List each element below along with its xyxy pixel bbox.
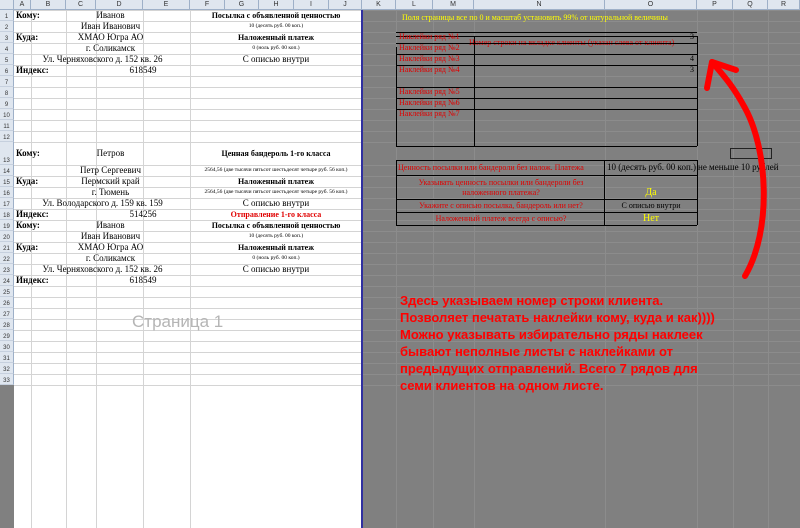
street: Ул. Черняховского д. 152 кв. 26 [42, 264, 163, 274]
city: г. Тюмень [91, 187, 130, 197]
column-header-n[interactable]: N [474, 0, 605, 10]
value-hint: не меньше 10 рублей [698, 162, 779, 172]
region: Пермский край [81, 176, 140, 186]
row-number: 17 [3, 202, 10, 208]
cod-label: Наложенный платеж [237, 33, 315, 42]
column-header-q[interactable]: Q [733, 0, 768, 10]
city: г. Соликамск [85, 253, 136, 263]
cod-words: 0 (ноль руб. 00 коп.) [252, 45, 300, 51]
column-header-c[interactable]: C [66, 0, 96, 10]
row-label-2: Наклейки ряд №2 [399, 43, 460, 52]
column-header-j[interactable]: J [329, 0, 362, 10]
where-label: Куда: [16, 176, 39, 186]
cod-answer[interactable]: Нет [642, 213, 660, 224]
row-label-1: Наклейки ряд №1 [399, 32, 460, 41]
cod-question: Наложенный платеж всегда с описью? [435, 214, 567, 223]
value-words: 2564,56 (две тысячи пятьсот шестьдесят четыре руб. 56 коп.) [204, 167, 348, 173]
row-number: 28 [3, 323, 10, 329]
row-number: 21 [3, 246, 10, 252]
street: Ул. Черняховского д. 152 кв. 26 [42, 54, 163, 64]
row-number: 33 [3, 378, 10, 384]
cod-label: Наложенный платеж [237, 243, 315, 252]
inventory: С описью внутри [242, 54, 310, 64]
column-header-a[interactable]: A [14, 0, 31, 10]
to-value: Петров [96, 148, 125, 158]
row-number: 29 [3, 334, 10, 340]
value-words: 10 (десять руб. 00 коп.) [248, 233, 304, 239]
row-number: 27 [3, 312, 10, 318]
where-label: Куда: [16, 32, 39, 42]
street: Ул. Володарского д. 159 кв. 159 [42, 198, 163, 208]
index-label: Индекс: [16, 209, 49, 219]
row-number: 9 [4, 102, 9, 108]
index-value: 514256 [129, 209, 157, 219]
show-value-answer[interactable]: Да [645, 187, 657, 198]
row-number: 19 [3, 224, 10, 230]
column-header-r[interactable]: R [768, 0, 800, 10]
parcel-type: Посылка с объявленной ценностью [211, 221, 341, 230]
row-number: 10 [3, 113, 10, 119]
row-number: 23 [3, 268, 10, 274]
column-header-p[interactable]: P [697, 0, 733, 10]
row-number: 18 [3, 213, 10, 219]
region: ХМАО Югра АО [77, 242, 144, 252]
row-label-6: Наклейки ряд №6 [399, 98, 460, 107]
row-number: 25 [3, 290, 10, 296]
inventory-answer[interactable]: С описью внутри [621, 201, 681, 210]
column-header-g[interactable]: G [225, 0, 259, 10]
value-label: Ценность посылки или бандероли без налож. Платежа [398, 163, 584, 172]
row-label-7: Наклейки ряд №7 [399, 109, 460, 118]
to-value: Иванов [96, 220, 125, 230]
row-number: 3 [4, 36, 9, 42]
row-number: 32 [3, 367, 10, 373]
row-number: 5 [4, 58, 9, 64]
row-number: 4 [4, 47, 9, 53]
page-watermark: Страница 1 [132, 312, 224, 331]
to-label: Кому: [16, 220, 40, 230]
row-input-1[interactable]: 3 [690, 32, 694, 41]
row-label-3: Наклейки ряд №3 [399, 54, 460, 63]
parcel-type: Ценная бандероль 1-го класса [221, 149, 331, 158]
to-label: Кому: [16, 10, 40, 20]
column-header-b[interactable]: B [31, 0, 66, 10]
column-header-i[interactable]: I [294, 0, 329, 10]
arrow-curve [712, 62, 764, 276]
parcel-type: Посылка с объявленной ценностью [211, 11, 341, 20]
row-number: 15 [3, 180, 10, 186]
to-label: Кому: [16, 148, 40, 158]
column-header-h[interactable]: H [259, 0, 294, 10]
inventory: С описью внутри [242, 264, 310, 274]
row-number: 1 [4, 14, 9, 20]
row-number: 12 [3, 135, 10, 141]
column-header-k[interactable]: K [362, 0, 396, 10]
index-label: Индекс: [16, 275, 49, 285]
column-header-l[interactable]: L [396, 0, 433, 10]
column-header-e[interactable]: E [143, 0, 190, 10]
cod-words: 0 (ноль руб. 00 коп.) [252, 255, 300, 261]
where-label: Куда: [16, 242, 39, 252]
cod-label: Наложенный платеж [237, 177, 315, 186]
row-number-header: Номер строки на вкладке клиенты (указан слева от клиента) [469, 38, 675, 47]
column-header-f[interactable]: F [190, 0, 225, 10]
inventory-question: Укажите с описью посылка, бандероль или нет? [419, 201, 583, 210]
row-number: 7 [4, 80, 9, 86]
region: ХМАО Югра АО [77, 32, 144, 42]
row-number: 8 [4, 91, 9, 97]
to-name: Иван Иванович [80, 231, 141, 241]
row-number: 31 [3, 356, 10, 362]
annotation-note: Здесь указываем номер строки клиента. Позволяет печатать наклейки кому, куда и как)))) Можно указывать избирательно ряды наклеек бывают неполные листы с наклейками от предыдущих отправлений. Всего 7 рядов для семи клиентов на одном листе. [400, 293, 715, 393]
row-number: 22 [3, 257, 10, 263]
index-value: 618549 [129, 65, 157, 75]
cod-words: 2564,56 (две тысячи пятьсот шестьдесят четыре руб. 56 коп.) [204, 189, 348, 195]
value-words: 10 (десять руб. 00 коп.) [248, 23, 304, 29]
column-header-d[interactable]: D [96, 0, 143, 10]
row-label-5: Наклейки ряд №5 [399, 87, 460, 96]
top-note: Поля страницы все по 0 и масштаб установить 99% от натуральной величины [402, 13, 668, 22]
row-number: 20 [3, 235, 10, 241]
index-value: 618549 [129, 275, 157, 285]
extra: Отправление 1-го класса [230, 210, 322, 219]
column-header-o[interactable]: O [605, 0, 697, 10]
row-input-3[interactable]: 4 [690, 54, 694, 63]
index-label: Индекс: [16, 65, 49, 75]
row-number: 26 [3, 301, 10, 307]
to-name: Петр Сергеевич [79, 165, 142, 175]
row-number: 24 [3, 279, 10, 285]
to-value: Иванов [96, 10, 125, 20]
show-value-question: Указывать ценность посылки или бандероли без наложенного платежа? [418, 178, 584, 197]
inventory: С описью внутри [242, 198, 310, 208]
row-number: 2 [4, 25, 9, 31]
row-input-4[interactable]: 3 [690, 65, 694, 74]
row-number: 13 [3, 158, 10, 164]
row-number: 16 [3, 191, 10, 197]
row-number: 11 [3, 124, 10, 130]
value-input[interactable]: 10 (десять руб. 00 коп.) [607, 162, 697, 172]
row-number: 30 [3, 345, 10, 351]
row-number: 6 [4, 69, 9, 75]
column-header-m[interactable]: M [433, 0, 474, 10]
row-number: 14 [3, 169, 10, 175]
row-label-4: Наклейки ряд №4 [399, 65, 460, 74]
to-name: Иван Иванович [80, 21, 141, 31]
city: г. Соликамск [85, 43, 136, 53]
